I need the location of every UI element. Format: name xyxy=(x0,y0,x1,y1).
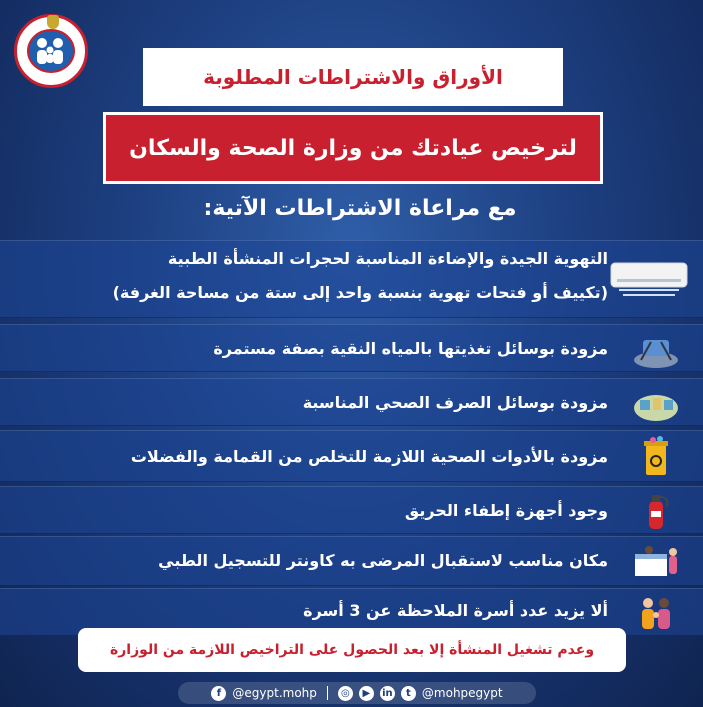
requirement-text-7: ألا يزيد عدد أسرة الملاحظة عن 3 أسرة xyxy=(303,601,608,620)
footer-handle-left: @egypt.mohp xyxy=(232,686,317,700)
ministry-logo xyxy=(14,14,88,88)
requirement-text-3: مزودة بوسائل الصرف الصحي المناسبة xyxy=(302,393,608,412)
title-line-1: الأوراق والاشتراطات المطلوبة xyxy=(143,48,563,106)
bottom-note: وعدم تشغيل المنشأة إلا بعد الحصول على التراخيص اللازمة من الوزارة xyxy=(78,628,626,672)
requirement-text-1: التهوية الجيدة والإضاءة المناسبة لحجرات المنشأة الطبية xyxy=(167,249,608,268)
requirement-row-2 xyxy=(0,324,703,372)
biohazard-bin-icon xyxy=(631,435,681,479)
family-emblem-icon xyxy=(27,29,75,73)
fire-extinguisher-icon xyxy=(631,491,681,531)
water-tank-icon xyxy=(631,330,681,370)
requirement-text-2: مزودة بوسائل تغذيتها بالمياه النقية بصفة مستمرة xyxy=(213,339,608,358)
sewage-plant-icon xyxy=(631,384,681,424)
instagram-icon: ◎ xyxy=(338,686,353,701)
subheading: مع مراعاة الاشتراطات الآتية: xyxy=(203,196,517,221)
linkedin-icon: in xyxy=(380,686,395,701)
youtube-icon: ▶ xyxy=(359,686,374,701)
requirement-row-3 xyxy=(0,378,703,426)
requirement-row-4 xyxy=(0,430,703,482)
eagle-emblem-icon xyxy=(47,15,59,29)
requirement-row-5 xyxy=(0,486,703,534)
social-footer xyxy=(178,682,536,704)
reception-counter-icon xyxy=(631,542,681,582)
requirement-row-1 xyxy=(0,240,703,318)
air-conditioner-icon xyxy=(609,259,689,299)
family-emblem-svg xyxy=(29,31,73,71)
requirement-text-4: مزودة بالأدوات الصحية اللازمة للتخلص من القمامة والفضلات xyxy=(130,447,608,466)
family-icon xyxy=(631,593,681,633)
requirement-text-6: مكان مناسب لاستقبال المرضى به كاونتر للتسجيل الطبي xyxy=(158,551,608,570)
footer-handle-right: @mohpegypt xyxy=(421,686,503,700)
facebook-icon: f xyxy=(211,686,226,701)
twitter-icon: t xyxy=(401,686,416,701)
footer-divider xyxy=(327,686,328,700)
requirement-row-6 xyxy=(0,536,703,586)
requirement-subtext-1: (تكييف أو فتحات تهوية بنسبة واحد إلى ستة من مساحة الغرفة) xyxy=(112,283,608,302)
title-line-2: لترخيص عيادتك من وزارة الصحة والسكان xyxy=(103,112,603,184)
requirement-text-5: وجود أجهزة إطفاء الحريق xyxy=(404,501,608,520)
